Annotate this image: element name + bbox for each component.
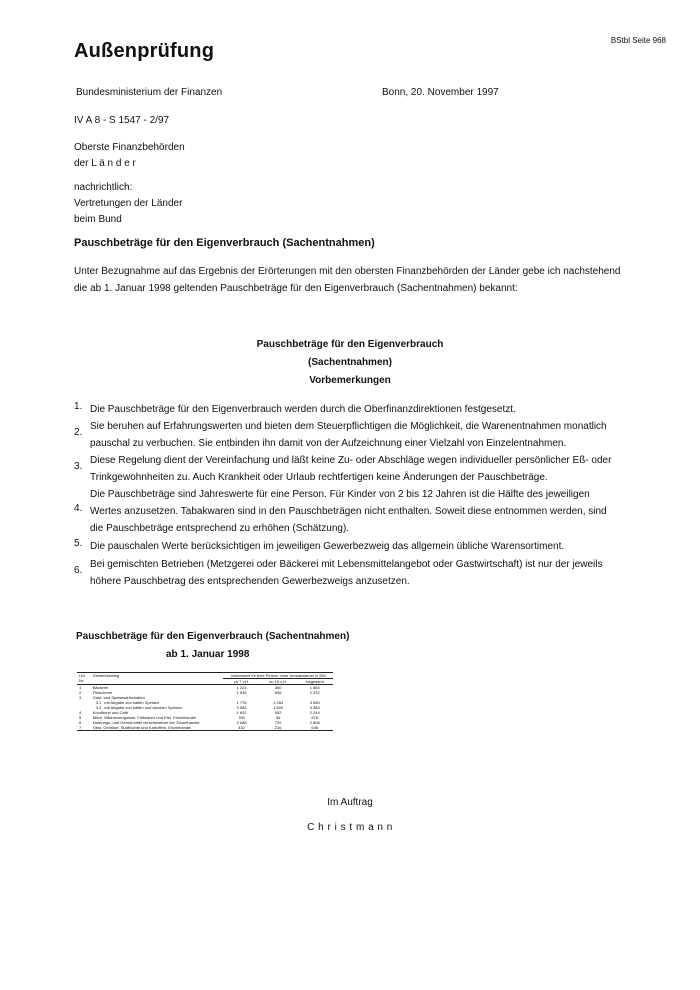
cell-total: 4 584	[309, 705, 320, 710]
column-header-nr: Lfd. Nr.	[77, 673, 91, 685]
remark-number: 1.	[74, 401, 83, 412]
column-header-group: Jahreswert für eine Person ohne Umsatzsteuer in DM	[223, 673, 333, 679]
cell-value-15: 96	[275, 715, 281, 720]
cc-recipient-line: beim Bund	[74, 214, 122, 225]
cell-nr: 4	[79, 710, 82, 715]
intro-paragraph: Unter Bezugnahme auf das Ergebnis der Erörterungen mit den obersten Finanzbehörden der Länder gebe ich nachstehend die ab 1. Januar 1998 geltenden Pauschbeträge für den Eigenverbrauch (Sachentnahmen) bekannt:	[74, 266, 621, 294]
recipient-line: Oberste Finanzbehörden	[74, 142, 185, 153]
table-row	[77, 725, 333, 731]
cc-recipient-line: Vertretungen der Länder	[74, 198, 183, 209]
cell-value-15: 1 500	[273, 705, 284, 710]
cell-subnumber: 3.2	[95, 705, 102, 710]
cell-value-7: 1 692	[236, 710, 247, 715]
cell-value-15: 216	[260, 725, 297, 731]
cell-value-7: 780	[238, 715, 245, 720]
column-header-branch: Gewerbezweig	[91, 673, 224, 685]
cell-nr: 5	[79, 715, 82, 720]
cell-total: 3 060	[309, 700, 320, 705]
cell-value-15: 696	[274, 690, 282, 695]
remark-number: 6.	[74, 565, 83, 576]
cell-total: 876	[311, 715, 319, 720]
cell-value-7: 1 776	[236, 700, 247, 705]
remark-text: Bei gemischten Betrieben (Metzgerei oder Bäckerei mit Lebensmittelangebot oder Gastwirtschaft) ist nur der jeweils höhere Pauschbetrag des entsprechenden Gewerbezweigs anzusetzen.	[90, 559, 603, 587]
remark-text: Die Pauschbeträge für den Eigenverbrauch werden durch die Oberfinanzdirektionen festgesetzt.	[90, 404, 516, 415]
recipient-line: der L ä n d e r	[74, 158, 136, 169]
table-body	[77, 685, 333, 731]
sender: Bundesministerium der Finanzen	[76, 87, 223, 98]
cell-value-7: 1 536	[236, 690, 247, 695]
cell-value-7: 1 224	[236, 685, 247, 690]
cell-value-15: 360	[274, 685, 282, 690]
table-title-line: ab 1. Januar 1998	[166, 649, 250, 660]
column-header: insgesamt	[296, 679, 333, 685]
pauschbetraege-table	[77, 672, 333, 731]
cell-subnumber: 3.1	[95, 700, 102, 705]
cell-branch-label: mit Abgabe von kalten Speisen	[104, 700, 160, 705]
closing-formula: Im Auftrag	[327, 797, 373, 808]
cell-total: 648	[296, 725, 333, 731]
table-title-line: Pauschbeträge für den Eigenverbrauch (Sachentnahmen)	[76, 631, 350, 642]
cell-total: 2 232	[309, 690, 320, 695]
cell-nr: 3	[79, 695, 82, 700]
cell-value-15: 1 284	[273, 700, 284, 705]
cell-nr: 7	[77, 725, 91, 731]
cell-value-7: 3 084	[236, 705, 247, 710]
page-title: Außenprüfung	[74, 40, 215, 62]
column-header: zu 7 v.H.	[223, 679, 260, 685]
section-heading-line: Pauschbeträge für den Eigenverbrauch	[256, 339, 444, 350]
remark-text: Die Pauschbeträge sind Jahreswerte für eine Person. Für Kinder von 2 bis 12 Jahren ist die Hälfte des jeweiligen Wertes anzusetzen. Tabakwaren sind in den Pauschbeträgen nicht enthalten. Soweit diese entnommen werden, sind die Pauschbeträge entsprechend zu erhöhen (Schätzung).	[90, 489, 607, 534]
section-heading-line: (Sachentnahmen)	[308, 357, 392, 368]
cell-branch-label: Fleischerei	[92, 690, 113, 695]
remark-number: 4.	[74, 503, 83, 514]
cell-nr: 6	[79, 720, 82, 725]
cell-value-7: 2 088	[236, 720, 247, 725]
cell-branch-label: Nahrungs- und Genußmittel verschiedener Art, Einzelhandel	[92, 720, 200, 725]
remark-text: Sie beruhen auf Erfahrungswerten und bieten dem Steuerpflichtigen die Möglichkeit, die Warenentnahmen monatlich pauschal zu verbuchen. Sie entbinden ihn damit von der Aufzeichnung einer Vielzahl von Einzelentnahmen.	[90, 421, 607, 449]
page-reference: BStbl Seite 968	[610, 36, 666, 45]
cell-branch	[91, 725, 224, 731]
cell-total: 1 584	[309, 685, 320, 690]
cell-value-15: 720	[274, 720, 282, 725]
cell-branch-label: Milch, Milcherzeugnisse, Fettwaren und Eier, Einzelhandel	[92, 715, 197, 720]
cell-value-7: 432	[223, 725, 260, 731]
remarks-list	[74, 0, 634, 990]
cell-branch-label: Obst, Gemüse, Südfrüchte und Kartoffeln, Einzelhandel	[92, 725, 192, 730]
remark-number: 5.	[74, 538, 83, 549]
cell-branch-label: Bäckerei	[92, 685, 109, 690]
section-heading-line: Vorbemerkungen	[309, 375, 391, 386]
subject-heading: Pauschbeträge für den Eigenverbrauch (Sachentnahmen)	[74, 237, 375, 249]
cell-nr: 2	[79, 690, 82, 695]
remark-text: Diese Regelung dient der Vereinfachung und läßt keine Zu- oder Abschläge wegen individueller persönlicher Eß- oder Trinkgewohnheiten zu. Auch Krankheit oder Urlaub rechtfertigen keine Änderungen der Pauschbeträge.	[90, 455, 612, 483]
cell-branch-label: mit Abgabe von kalten und warmen Speisen	[104, 705, 183, 710]
reference-number: IV A 8 - S 1547 - 2/97	[74, 115, 170, 126]
cell-value-15: 552	[274, 710, 282, 715]
cell-nr: 1	[79, 685, 82, 690]
table-title	[76, 628, 349, 664]
signature-name: C h r i s t m a n n	[307, 822, 393, 833]
column-header: zu 15 v.H.	[260, 679, 297, 685]
cell-branch-label: Konditorei und Café	[92, 710, 129, 715]
cell-branch-label: Gast- und Speisewirtschaften	[92, 695, 145, 700]
remark-number: 3.	[74, 461, 83, 472]
cc-label: nachrichtlich:	[74, 182, 133, 193]
remark-text: Die pauschalen Werte berücksichtigen im jeweiligen Gewerbezweig das allgemein übliche Warensortiment.	[90, 541, 565, 552]
cell-total: 2 808	[309, 720, 320, 725]
remark-number: 2.	[74, 427, 83, 438]
cell-total: 2 244	[309, 710, 320, 715]
place-date: Bonn, 20. November 1997	[382, 87, 499, 98]
